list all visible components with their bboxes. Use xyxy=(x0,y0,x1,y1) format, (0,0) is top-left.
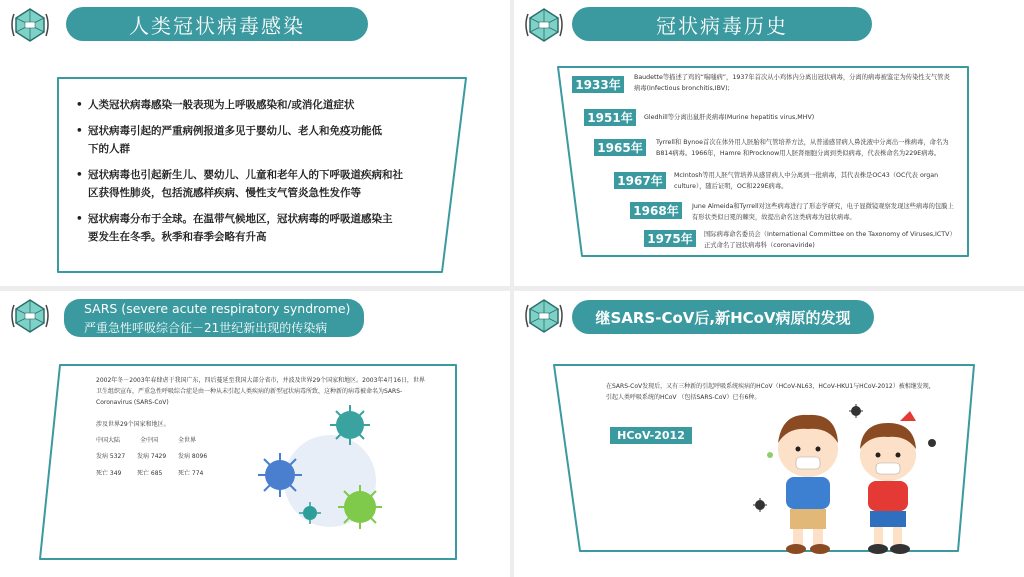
slide-title-cn: 严重急性呼吸综合征－21世纪新出现的传染病 xyxy=(84,321,328,335)
virus-illustration xyxy=(250,401,390,551)
virus-icon xyxy=(338,485,382,529)
bullet-item: • 冠状病毒分布于全球。在温带气候地区，冠状病毒的呼吸道感染主要发生在冬季。秋季和春季会略有升高 xyxy=(88,210,398,246)
table-header: 全世界 xyxy=(178,437,197,444)
slide-sars[interactable] xyxy=(0,291,510,577)
table-cell: 死亡 349 xyxy=(96,470,122,477)
virus-icon xyxy=(258,453,302,497)
history-text: Tyrrell和 Bynoe首次在体外用人胚胎和气管培养方法，从普通感冒病人鼻洗液中分离出一株病毒，命名为B814病毒。1966年，Hamre 和Procknow用人胚肾细胞分离到类似病毒，代表株命名为229E病毒。 xyxy=(656,139,949,157)
mask-icon xyxy=(8,6,52,44)
mask-icon xyxy=(522,6,566,44)
hcov-paragraph: 在SARS-CoV发现后，又有三种新的引起呼吸系统疾病的HCoV（HCoV-NL63，HCoV-HKU1与HCoV-2012）被相继发现，引起人类呼吸系统的HCoV （包括SARS-CoV）已有6种。 xyxy=(606,383,935,401)
slide-title-en: SARS (severe acute respiratory syndrome) xyxy=(84,301,351,316)
mask-icon xyxy=(522,297,566,335)
bullet-item: • 人类冠状病毒感染一般表现为上呼吸感染和/或消化道症状 xyxy=(88,96,418,114)
slide-human-coronavirus-infection[interactable] xyxy=(0,0,510,286)
year-badge: 1933年 xyxy=(572,76,624,93)
table-header: 中国大陆 xyxy=(96,437,121,444)
hcov-2012-tag: HCoV-2012 xyxy=(610,427,692,444)
slide-coronavirus-history[interactable] xyxy=(514,0,1024,286)
table-cell: 发病 5327 xyxy=(96,453,126,460)
slide-title xyxy=(572,7,872,41)
bullet-item: • 冠状病毒也引起新生儿、婴幼儿、儿童和老年人的下呼吸道疾病和社区获得性肺炎，包括流感样疾病、慢性支气管炎急性发作等 xyxy=(88,166,408,202)
year-badge: 1967年 xyxy=(614,172,666,189)
table-cell: 发病 8096 xyxy=(178,453,208,460)
history-text: Gledhill等分离出鼠肝炎病毒(Murine hepatitis virus,MHV) xyxy=(644,114,815,121)
sars-affected: 涉及世界29个国家和地区。 xyxy=(96,421,170,428)
germ-icon xyxy=(849,404,863,418)
history-text: Baudette等描述了鸡的“喘嗤病”，1937年首次从小鸡体内分离出冠状病毒，分离的病毒被鉴定为传染性支气管炎病毒(Infectious bronchitis,IBV); xyxy=(634,74,950,92)
bullet-item: • 冠状病毒引起的严重病例报道多见于婴幼儿、老人和免疫功能低下的人群 xyxy=(88,122,388,158)
girl-figure xyxy=(860,411,916,554)
slide-title xyxy=(64,299,364,337)
boy-figure xyxy=(778,415,838,554)
germ-icon xyxy=(767,452,773,458)
table-cell: 死亡 685 xyxy=(137,470,163,477)
history-text: June Almeida和Tyrrell对这些病毒进行了形态学研究，电子显微镜观察发现这些病毒的包膜上有形状类似日冕的棘突，故提出命名这类病毒为冠状病毒。 xyxy=(692,203,954,221)
germ-icon xyxy=(928,439,936,447)
mask-icon xyxy=(8,297,52,335)
slide-new-hcov[interactable] xyxy=(514,291,1024,577)
year-badge: 1965年 xyxy=(594,139,646,156)
table-header: 全中国 xyxy=(140,437,159,444)
sars-paragraph: 2002年冬－2003年春肆虐于我国广东，四后蔓延至我国大部分省市，并波及世界29个国家和地区。2003年4月16日，世界卫生组织宣布，严重急性呼吸综合症是由一种从未引起人类疾病的新型冠状病毒所致，这种新的病毒被命名为SARS-Coronavirus (SARS-CoV) xyxy=(96,377,425,406)
table-cell: 死亡 774 xyxy=(178,470,204,477)
slide-title-text: 冠状病毒历史 xyxy=(656,13,788,38)
year-badge: 1968年 xyxy=(630,202,682,219)
bullet-list xyxy=(88,96,418,254)
history-text: 国际病毒命名委员会（International Committee on the Taxonomy of Viruses,ICTV）正式命名了冠状病毒科（coronaviride) xyxy=(704,231,956,249)
year-badge: 1975年 xyxy=(644,230,696,247)
virus-icon xyxy=(330,405,370,445)
slide-title xyxy=(572,300,874,334)
year-badge: 1951年 xyxy=(584,109,636,126)
slide-title-text: 继SARS-CoV后,新HCoV病原的发现 xyxy=(595,308,851,327)
table-cell: 发病 7429 xyxy=(137,453,167,460)
children-illustration xyxy=(750,399,950,567)
slide-title xyxy=(66,7,368,41)
slide-title-text: 人类冠状病毒感染 xyxy=(129,13,305,38)
history-text: McIntosh等用人胚气管培养从感冒病人中分离到一批病毒，其代表株是OC43（OC代表 organ culture），随后证明，OC和229E病毒。 xyxy=(674,172,939,190)
germ-icon xyxy=(753,498,767,512)
